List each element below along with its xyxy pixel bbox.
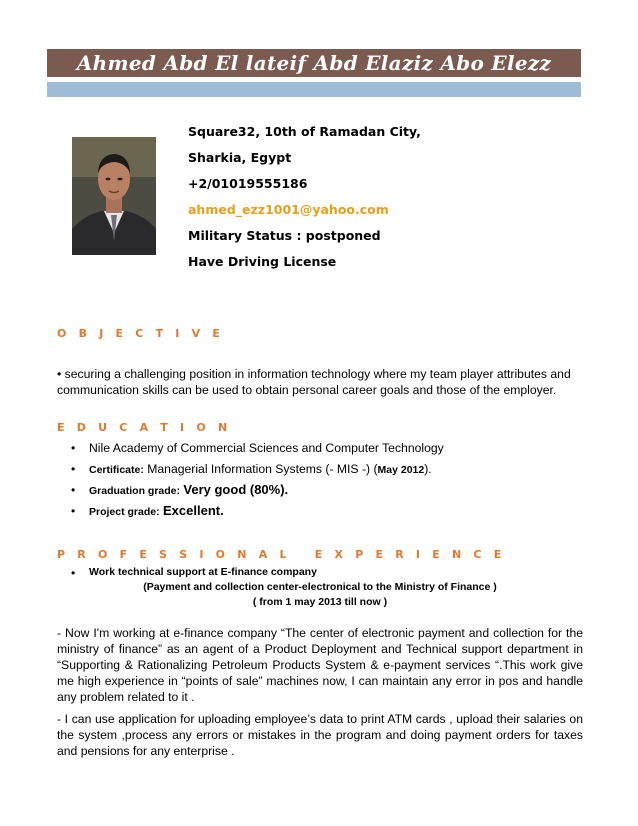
job-detail: (Payment and collection center-electronical to the Ministry of Finance ) bbox=[143, 581, 497, 593]
list-item bbox=[57, 440, 444, 461]
header-divider-bar bbox=[47, 82, 581, 97]
certificate-value: Managerial Information Systems (- MIS -) ( bbox=[143, 462, 378, 476]
graduation-label: Graduation grade: bbox=[89, 485, 181, 497]
military-status: Military Status : postponed bbox=[188, 228, 381, 243]
experience-paragraph-1: - Now I'm working at e-finance company “The center of electronic payment and collection for the ministry of finance” as an agent of a Product Deployment and Technical support department in “Supporting & Rationalizing Petroleum Products System & e-payment services “.This work give me high experience in “points of sale” machines now, I can maintain any error in pos and handle any problem related to it . bbox=[57, 626, 583, 704]
academy-name: Nile Academy of Commercial Sciences and Computer Technology bbox=[89, 441, 444, 455]
driving-license: Have Driving License bbox=[188, 254, 337, 269]
job-title: • Work technical support at E-finance company bbox=[57, 566, 317, 578]
project-value: Excellent. bbox=[163, 503, 224, 518]
list-item bbox=[57, 461, 444, 482]
graduation-value: Very good (80%). bbox=[183, 482, 289, 497]
education-heading: E D U C A T I O N bbox=[57, 421, 232, 434]
list-item bbox=[57, 482, 444, 503]
applicant-name: Ahmed Abd El lateif Abd Elaziz Abo Elezz bbox=[76, 51, 552, 75]
portrait-image bbox=[72, 137, 156, 255]
certificate-label: Certificate: bbox=[89, 464, 144, 476]
experience-paragraph-2: - I can use application for uploading employee’s data to print ATM cards , upload their salaries on the system ,process any errors or mistakes in the program and doing payment orders for taxes and pensions for any enterprise . bbox=[57, 712, 583, 758]
profile-photo bbox=[72, 137, 156, 255]
address-line-2: Sharkia, Egypt bbox=[188, 150, 292, 165]
email-link[interactable]: ahmed_ezz1001@yahoo.com bbox=[188, 202, 389, 217]
project-label: Project grade: bbox=[89, 506, 160, 518]
job-date: ( from 1 may 2013 till now ) bbox=[252, 596, 388, 608]
objective-text: • securing a challenging position in information technology where my team player attributes and communication skills can be used to obtain personal career goals and those of the employer. bbox=[57, 367, 571, 397]
address-line-1: Square32, 10th of Ramadan City, bbox=[188, 124, 421, 139]
education-list bbox=[57, 440, 444, 524]
certificate-year: May 2012 bbox=[377, 464, 425, 476]
list-item bbox=[57, 503, 444, 524]
contact-block bbox=[188, 124, 421, 280]
phone-number: +2/01019555186 bbox=[188, 176, 308, 191]
name-banner bbox=[47, 49, 581, 77]
certificate-end: ). bbox=[424, 462, 432, 476]
experience-heading: P R O F E S S I O N A L E X P E R I E N C E bbox=[57, 548, 506, 561]
objective-heading: O B J E C T I V E bbox=[57, 327, 225, 340]
